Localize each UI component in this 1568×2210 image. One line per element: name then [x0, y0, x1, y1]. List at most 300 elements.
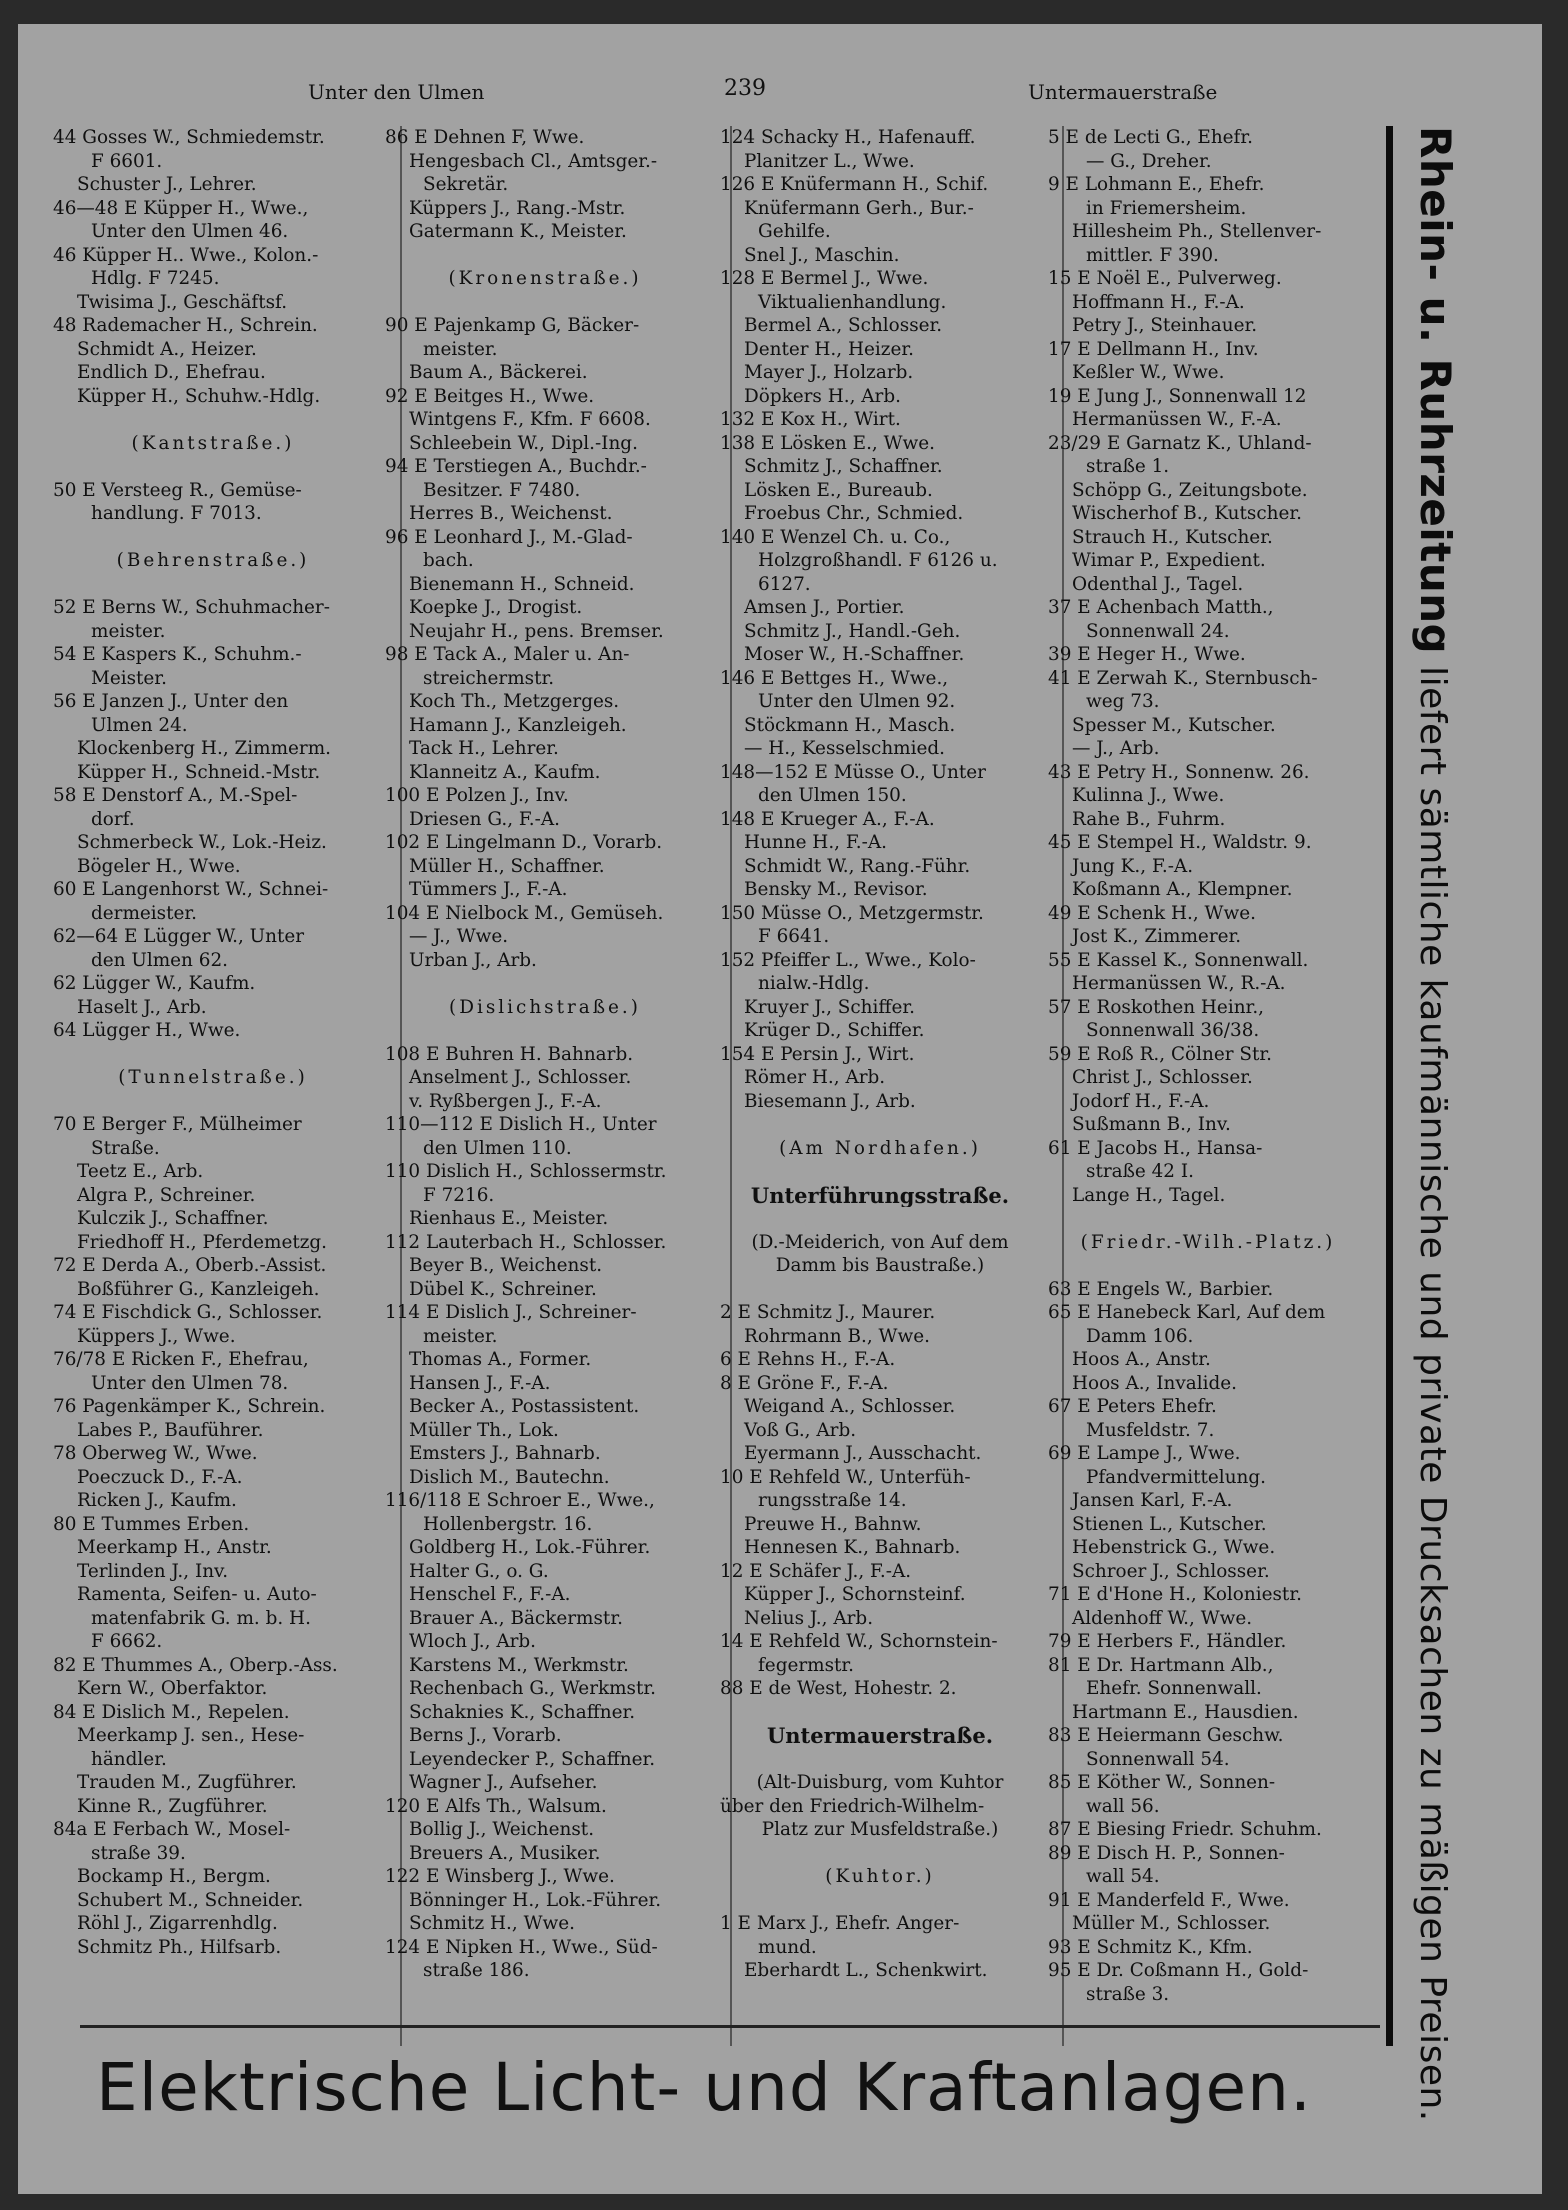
directory-line [720, 1701, 1040, 1725]
directory-line: matenfabrik G. m. b. H. [91, 1607, 311, 1629]
directory-line: 92 E Beitges H., Wwe. [385, 385, 595, 407]
directory-line: Wintgens F., Kfm. F 6608. [409, 409, 651, 430]
directory-line: F 6662. [91, 1631, 163, 1652]
directory-line: 122 E Winsberg J., Wwe. [385, 1866, 615, 1887]
directory-line: Moser W., H.-Schaffner. [744, 644, 965, 665]
directory-line: Twisima J., Geschäftsf. [77, 291, 288, 313]
directory-line: 10 E Rehfeld W., Unterfüh- [720, 1466, 971, 1488]
directory-line: — J., Arb. [1072, 738, 1160, 759]
directory-line: Damm 106. [1086, 1325, 1194, 1347]
directory-line: Viktualienhandlung. [758, 291, 947, 313]
directory-line: Preuwe H., Bahnw. [744, 1513, 922, 1535]
directory-line: Thomas A., Former. [409, 1349, 592, 1370]
directory-line: Ulmen 24. [91, 714, 188, 736]
directory-line: Friedhoff H., Pferdemetzg. [77, 1231, 328, 1253]
directory-line: Hebenstrick G., Wwe. [1072, 1537, 1276, 1558]
directory-line: Kern W., Oberfaktor. [77, 1678, 268, 1699]
directory-line [720, 1842, 1040, 1866]
directory-line: 132 E Kox H., Wirt. [720, 409, 901, 430]
directory-line: Tack H., Lehrer. [409, 738, 559, 759]
directory-line: Schubert M., Schneider. [77, 1889, 304, 1911]
directory-line [385, 972, 705, 996]
directory-line: Sekretär. [423, 174, 509, 195]
directory-line: Hengesbach Cl., Amtsger.- [409, 150, 658, 172]
directory-line: 150 Müsse O., Metzgermstr. [720, 902, 984, 924]
directory-line: F 7216. [423, 1184, 495, 1206]
directory-line: 65 E Hanebeck Karl, Auf dem [1048, 1302, 1326, 1323]
directory-line: 88 E de West, Hohestr. 2. [720, 1678, 957, 1699]
directory-line: 76/78 E Ricken F., Ehefrau, [53, 1349, 309, 1370]
directory-line: meister. [423, 1325, 498, 1347]
header-left: Unter den Ulmen [308, 80, 485, 104]
directory-line: Bollig J., Weichenst. [409, 1819, 595, 1840]
directory-line: Römer H., Arb. [744, 1067, 886, 1088]
directory-line: Odenthal J., Tagel. [1072, 573, 1244, 595]
directory-line [53, 1043, 373, 1067]
directory-line: (Kuhtor.) [825, 1866, 935, 1887]
directory-line: 96 E Leonhard J., M.-Glad- [385, 526, 633, 548]
directory-line: Ricken J., Kaufm. [77, 1490, 237, 1511]
directory-line: 108 E Buhren H. Bahnarb. [385, 1043, 634, 1065]
directory-line: 91 E Manderfeld F., Wwe. [1048, 1889, 1290, 1911]
directory-line: Küppers J., Wwe. [77, 1325, 236, 1347]
directory-line: Stienen L., Kutscher. [1072, 1513, 1267, 1535]
directory-line: Schmidt W., Rang.-Führ. [744, 855, 971, 877]
directory-line: Karstens M., Werkmstr. [409, 1654, 629, 1676]
directory-line: Schöpp G., Zeitungsbote. [1072, 479, 1308, 501]
directory-line: 80 E Tummes Erben. [53, 1513, 250, 1535]
directory-line: 84 E Dislich M., Repelen. [53, 1701, 290, 1723]
directory-line [720, 1889, 1040, 1913]
directory-line: Platz zur Musfeldstraße.) [761, 1819, 999, 1840]
directory-line: Becker A., Postassistent. [409, 1396, 640, 1417]
directory-line: — J., Wwe. [409, 926, 509, 947]
directory-line: Hermanüssen W., F.-A. [1072, 409, 1282, 430]
directory-line: 12 E Schäfer J., F.-A. [720, 1560, 912, 1582]
directory-line: Küppers J., Rang.-Mstr. [409, 197, 626, 219]
directory-line: mund. [758, 1936, 817, 1958]
directory-line: 78 Oberweg W., Wwe. [53, 1443, 258, 1464]
directory-line: Jost K., Zimmerer. [1072, 926, 1242, 947]
directory-line: Anselment J., Schlosser. [409, 1067, 632, 1088]
directory-line: Klanneitz A., Kaufm. [409, 761, 601, 783]
directory-line: — H., Kesselschmied. [744, 738, 945, 759]
directory-line: 19 E Jung J., Sonnenwall 12 [1048, 385, 1307, 407]
side-ad-text [1399, 126, 1471, 2122]
side-ad-title: Rhein- u. Ruhrzeitung [1411, 126, 1460, 655]
directory-line: Labes P., Bauführer. [77, 1419, 264, 1441]
directory-line: 39 E Heger H., Wwe. [1048, 644, 1246, 665]
directory-line: 61 E Jacobs H., Hansa- [1048, 1137, 1263, 1159]
directory-line: 5 E de Lecti G., Ehefr. [1048, 127, 1253, 148]
directory-line: Knüfermann Gerh., Bur.- [744, 197, 974, 219]
directory-line [53, 455, 373, 479]
directory-line: Biesemann J., Arb. [744, 1090, 916, 1112]
directory-line: Sußmann B., Inv. [1072, 1114, 1231, 1135]
directory-line: fegermstr. [758, 1654, 855, 1676]
directory-line: Hansen J., F.-A. [409, 1372, 551, 1394]
directory-line: Strauch H., Kutscher. [1072, 526, 1273, 548]
directory-line: 114 E Dislich J., Schreiner- [385, 1302, 637, 1323]
directory-line: 2 E Schmitz J., Maurer. [720, 1302, 936, 1323]
directory-line: Krüger D., Schiffer. [744, 1020, 925, 1041]
directory-line: mittler. F 390. [1086, 244, 1219, 266]
directory-line: 124 E Nipken H., Wwe., Süd- [385, 1936, 658, 1958]
directory-line: 128 E Bermel J., Wwe. [720, 268, 929, 289]
directory-line: Eberhardt L., Schenkwirt. [744, 1960, 988, 1981]
directory-line: Röhl J., Zigarrenhdlg. [77, 1913, 278, 1934]
directory-line [53, 526, 373, 550]
directory-line: Urban J., Arb. [409, 949, 537, 971]
directory-line: Gehilfe. [758, 221, 831, 242]
directory-line: 120 E Alfs Th., Walsum. [385, 1795, 607, 1817]
directory-line: 54 E Kaspers K., Schuhm.- [53, 644, 302, 665]
directory-line: 146 E Bettges H., Wwe., [720, 667, 949, 689]
directory-line: 23/29 E Garnatz K., Uhland- [1048, 432, 1312, 454]
directory-line: Sonnenwall 24. [1086, 620, 1230, 642]
directory-line: 55 E Kassel K., Sonnenwall. [1048, 949, 1309, 971]
directory-line: 82 E Thummes A., Oberp.-Ass. [53, 1654, 338, 1676]
directory-line: Teetz E., Arb. [77, 1161, 204, 1182]
directory-line: dermeister. [91, 902, 197, 924]
directory-line: streichermstr. [423, 667, 555, 689]
directory-line: Küpper H., Schuhw.-Hdlg. [77, 385, 321, 407]
directory-line: Küpper J., Schornsteinf. [744, 1584, 966, 1605]
directory-line: 93 E Schmitz K., Kfm. [1048, 1936, 1253, 1958]
directory-line: straße 3. [1086, 1983, 1170, 2005]
directory-line: 124 Schacky H., Hafenauff. [720, 127, 976, 148]
directory-line: Bönninger H., Lok.-Führer. [409, 1889, 662, 1911]
directory-line: Denter H., Heizer. [744, 338, 914, 360]
directory-line: Schmidt A., Heizer. [77, 338, 257, 360]
directory-line: Unter den Ulmen 92. [758, 691, 956, 712]
directory-line: Lange H., Tagel. [1072, 1184, 1226, 1206]
directory-line: Algra P., Schreiner. [77, 1184, 256, 1206]
directory-line: Kruyer J., Schiffer. [744, 996, 915, 1018]
directory-line: 60 E Langenhorst W., Schnei- [53, 879, 329, 900]
directory-line: handlung. F 7013. [91, 503, 262, 524]
directory-line: 100 E Polzen J., Inv. [385, 785, 569, 806]
directory-line: Snel J., Maschin. [744, 244, 900, 266]
directory-line: 69 E Lampe J., Wwe. [1048, 1443, 1241, 1464]
directory-line: meister. [91, 620, 166, 642]
directory-line [385, 1019, 705, 1043]
directory-line [53, 1090, 373, 1114]
directory-line: Gatermann K., Meister. [409, 221, 627, 242]
directory-line [385, 244, 705, 268]
column-3 [720, 126, 1040, 1983]
directory-line: Meerkamp J. sen., Hese- [77, 1725, 305, 1746]
directory-line: nialw.-Hdlg. [758, 973, 870, 994]
directory-line: 9 E Lohmann E., Ehefr. [1048, 174, 1265, 195]
directory-line: Hamann J., Kanzleigeh. [409, 714, 627, 736]
directory-line: (D.-Meiderich, von Auf dem [751, 1231, 1009, 1253]
directory-line: 8 E Gröne F., F.-A. [720, 1372, 889, 1394]
directory-line: Terlinden J., Inv. [77, 1560, 229, 1582]
directory-line: 43 E Petry H., Sonnenw. 26. [1048, 761, 1310, 783]
directory-line: rungsstraße 14. [758, 1490, 907, 1511]
directory-line: (Alt-Duisburg, vom Kuhtor [756, 1772, 1004, 1793]
directory-line: Emsters J., Bahnarb. [409, 1443, 601, 1464]
directory-line: den Ulmen 62. [91, 949, 228, 971]
directory-line: Trauden M., Zugführer. [77, 1772, 297, 1793]
directory-line: Schmitz J., Handl.-Geh. [744, 620, 961, 642]
directory-line: straße 39. [91, 1842, 186, 1864]
directory-line [53, 573, 373, 597]
directory-line: 148—152 E Müsse O., Unter [720, 761, 986, 783]
directory-line: 98 E Tack A., Maler u. An- [385, 644, 630, 665]
directory-line: 48 Rademacher H., Schrein. [53, 315, 318, 336]
directory-line: 49 E Schenk H., Wwe. [1048, 902, 1256, 924]
directory-line: Aldenhoff W., Wwe. [1072, 1607, 1253, 1629]
directory-line: 41 E Zerwah K., Sternbusch- [1048, 667, 1318, 689]
directory-line: Döpkers H., Arb. [744, 385, 901, 407]
directory-line: händler. [91, 1748, 167, 1770]
directory-line: Holzgroßhandl. F 6126 u. [758, 550, 998, 571]
directory-line: (Am Nordhafen.) [779, 1137, 981, 1159]
directory-line: (Kantstraße.) [131, 432, 295, 454]
directory-line: Herres B., Weichenst. [409, 503, 613, 524]
directory-line: Dübel K., Schreiner. [409, 1278, 597, 1300]
directory-line: Tümmers J., F.-A. [409, 879, 568, 900]
directory-line: Brauer A., Bäckermstr. [409, 1607, 623, 1629]
directory-line: Breuers A., Musiker. [409, 1842, 601, 1864]
page-header [58, 62, 1378, 112]
directory-line: Nelius J., Arb. [744, 1607, 874, 1629]
directory-line: 79 E Herbers F., Händler. [1048, 1631, 1287, 1652]
directory-line: Jansen Karl, F.-A. [1072, 1490, 1233, 1511]
directory-line: 62 Lügger W., Kaufm. [53, 973, 256, 994]
directory-line: straße 1. [1086, 456, 1170, 477]
directory-line: (Behrenstraße.) [116, 550, 310, 571]
directory-line [1048, 1207, 1368, 1231]
directory-line: wall 54. [1086, 1866, 1160, 1887]
directory-line: Spesser M., Kutscher. [1072, 714, 1276, 736]
directory-line: 148 E Krueger A., F.-A. [720, 808, 935, 830]
directory-line: Müller H., Schaffner. [409, 855, 605, 877]
directory-line: Boßführer G., Kanzleigeh. [77, 1278, 320, 1300]
directory-line: 70 E Berger F., Mülheimer [53, 1114, 302, 1135]
directory-line: 56 E Janzen J., Unter den [53, 691, 289, 712]
directory-line: Wagner J., Aufseher. [409, 1772, 598, 1793]
directory-line: Goldberg H., Lok.-Führer. [409, 1537, 651, 1558]
directory-line: 154 E Persin J., Wirt. [720, 1043, 915, 1065]
directory-line: Beyer B., Weichenst. [409, 1255, 603, 1276]
directory-line: F 6641. [758, 926, 830, 947]
side-ad-body: liefert sämtliche kaufmännische und private Drucksachen zu mäßigen Preisen. [1412, 654, 1453, 2122]
directory-line: 138 E Lösken E., Wwe. [720, 432, 935, 454]
directory-line: Endlich D., Ehefrau. [77, 362, 266, 383]
directory-line: Rahe B., Fuhrm. [1072, 808, 1226, 830]
directory-line: Meister. [91, 667, 167, 689]
directory-line: 126 E Knüfermann H., Schif. [720, 174, 989, 195]
directory-line: Henschel F., F.-A. [409, 1584, 571, 1605]
directory-line: Meerkamp H., Anstr. [77, 1537, 272, 1558]
directory-line: 59 E Roß R., Cölner Str. [1048, 1043, 1272, 1065]
directory-line: 45 E Stempel H., Waldstr. 9. [1048, 832, 1312, 853]
directory-line: 140 E Wenzel Ch. u. Co., [720, 526, 951, 548]
directory-line [720, 1207, 1040, 1231]
directory-line: Wimar P., Expedient. [1072, 550, 1266, 571]
page-number: 239 [724, 76, 766, 101]
directory-line: Hartmann E., Hausdien. [1072, 1701, 1299, 1723]
directory-line: 116/118 E Schroer E., Wwe., [385, 1490, 655, 1511]
directory-line: bach. [423, 550, 474, 571]
directory-line: 50 E Versteeg R., Gemüse- [53, 479, 302, 501]
directory-line [720, 1113, 1040, 1137]
directory-line: Hillesheim Ph., Stellenver- [1072, 221, 1322, 242]
directory-line: Planitzer L., Wwe. [744, 150, 915, 172]
directory-line: 58 E Denstorf A., M.-Spel- [53, 785, 298, 806]
directory-line: Rohrmann B., Wwe. [744, 1325, 930, 1347]
directory-line: Mayer J., Holzarb. [744, 362, 914, 383]
directory-line: Haselt J., Arb. [77, 996, 207, 1018]
directory-line: Müller M., Schlosser. [1072, 1913, 1271, 1934]
directory-line: 110—112 E Dislich H., Unter [385, 1114, 657, 1135]
directory-line: straße 186. [423, 1960, 530, 1981]
directory-line: Kinne R., Zugführer. [77, 1795, 268, 1817]
directory-line: Sonnenwall 36/38. [1086, 1020, 1260, 1041]
directory-line: Jung K., F.-A. [1072, 855, 1194, 877]
directory-line: dorf. [91, 808, 135, 830]
directory-line: 94 E Terstiegen A., Buchdr.- [385, 456, 647, 477]
directory-line: Leyendecker P., Schaffner. [409, 1748, 656, 1770]
directory-line: 87 E Biesing Friedr. Schuhm. [1048, 1819, 1322, 1840]
directory-line: 85 E Köther W., Sonnen- [1048, 1772, 1276, 1793]
directory-line: Hoos A., Invalide. [1072, 1372, 1238, 1394]
directory-line: Amsen J., Portier. [744, 597, 905, 618]
directory-line: Ehefr. Sonnenwall. [1086, 1678, 1262, 1699]
directory-line: 112 Lauterbach H., Schlosser. [385, 1231, 667, 1253]
directory-line: Berns J., Vorarb. [409, 1725, 562, 1746]
directory-line: Dislich M., Bautechn. [409, 1466, 610, 1488]
directory-line: 83 E Heiermann Geschw. [1048, 1725, 1284, 1746]
directory-line: Schaknies K., Schaffner. [409, 1701, 636, 1723]
directory-line: (Dislichstraße.) [449, 996, 641, 1018]
directory-line: Schmitz J., Schaffner. [744, 456, 943, 477]
directory-line: Bockamp H., Bergm. [77, 1866, 271, 1887]
directory-line: Bienemann H., Schneid. [409, 573, 635, 595]
footer-rule [80, 2025, 1380, 2028]
directory-line: Hunne H., F.-A. [744, 832, 887, 853]
directory-line: Stöckmann H., Masch. [744, 714, 956, 736]
directory-line: wall 56. [1086, 1795, 1160, 1817]
directory-line: Straße. [91, 1137, 160, 1159]
directory-line: Eyermann J., Ausschacht. [744, 1443, 982, 1464]
side-advertisement [1386, 126, 1465, 2122]
directory-line: 6127. [758, 573, 811, 595]
directory-line: 63 E Engels W., Barbier. [1048, 1278, 1274, 1300]
directory-line: Schleebein W., Dipl.-Ing. [409, 432, 638, 454]
directory-line: Schuster J., Lehrer. [77, 174, 257, 195]
directory-line: 81 E Dr. Hartmann Alb., [1048, 1654, 1274, 1676]
directory-line: Baum A., Bäckerei. [409, 362, 588, 383]
directory-line: 1 E Marx J., Ehefr. Anger- [720, 1913, 960, 1934]
directory-line: weg 73. [1086, 691, 1160, 712]
footer-advertisement: Elektrische Licht- und Kraftanlagen. [96, 2049, 1312, 2126]
directory-line: über den Friedrich-Wilhelm- [720, 1795, 985, 1817]
directory-line: Petry J., Steinhauer. [1072, 315, 1258, 336]
directory-line: Koepke J., Drogist. [409, 597, 583, 618]
directory-line: 74 E Fischdick G., Schlosser. [53, 1302, 323, 1323]
directory-line: Poeczuck D., F.-A. [77, 1466, 243, 1488]
directory-line: Bögeler H., Wwe. [77, 855, 241, 877]
directory-line: Froebus Chr., Schmied. [744, 503, 964, 524]
directory-line: Wloch J., Arb. [409, 1631, 537, 1652]
directory-line: 110 Dislich H., Schlossermstr. [385, 1161, 667, 1182]
directory-line: 52 E Berns W., Schuhmacher- [53, 597, 330, 618]
directory-line: Hollenbergstr. 16. [423, 1513, 593, 1535]
directory-line: 76 Pagenkämper K., Schrein. [53, 1396, 326, 1417]
directory-line [720, 1748, 1040, 1772]
directory-line: 57 E Roskothen Heinr., [1048, 996, 1265, 1018]
directory-line: 86 E Dehnen F, Wwe. [385, 127, 585, 148]
directory-line: Besitzer. F 7480. [423, 479, 581, 501]
directory-line: Lösken E., Bureaub. [744, 479, 933, 501]
header-right: Untermauerstraße [1028, 80, 1218, 104]
directory-line: Bermel A., Schlosser. [744, 315, 943, 336]
directory-line: Halter G., o. G. [409, 1560, 549, 1582]
directory-line [1048, 1254, 1368, 1278]
directory-line: meister. [423, 338, 498, 360]
directory-line: Driesen G., F.-A. [409, 808, 560, 830]
directory-line: 15 E Noël E., Pulverweg. [1048, 268, 1282, 289]
directory-line: 37 E Achenbach Matth., [1048, 597, 1274, 618]
directory-line: Weigand A., Schlosser. [744, 1396, 956, 1417]
directory-line: 152 Pfeiffer L., Wwe., Kolo- [720, 949, 976, 971]
directory-line: 104 E Nielbock M., Gemüseh. [385, 902, 664, 924]
directory-line: Voß G., Arb. [744, 1419, 857, 1441]
directory-line: 72 E Derda A., Oberb.-Assist. [53, 1255, 327, 1276]
directory-line [385, 291, 705, 315]
directory-line: Unter den Ulmen 46. [91, 221, 289, 242]
directory-line: Kulczik J., Schaffner. [77, 1208, 269, 1229]
column-2 [385, 126, 705, 1983]
directory-line [720, 1278, 1040, 1302]
column-4 [1048, 126, 1368, 2006]
column-1 [53, 126, 373, 1959]
directory-line: Schmitz H., Wwe. [409, 1913, 575, 1934]
directory-line: Rechenbach G., Werkmstr. [409, 1678, 657, 1699]
directory-line: 90 E Pajenkamp G, Bäcker- [385, 315, 640, 336]
directory-line [53, 408, 373, 432]
directory-line: Hdlg. F 7245. [91, 268, 220, 289]
directory-line: Hoffmann H., F.-A. [1072, 291, 1245, 313]
directory-line: Sonnenwall 54. [1086, 1748, 1230, 1770]
directory-line: F 6601. [91, 150, 163, 172]
directory-line: straße 42 I. [1086, 1161, 1194, 1182]
directory-line: (Kronenstraße.) [448, 268, 642, 289]
directory-line: 67 E Peters Ehefr. [1048, 1396, 1217, 1417]
directory-line: Bensky M., Revisor. [744, 879, 928, 900]
directory-line: Klockenberg H., Zimmerm. [77, 738, 332, 759]
directory-line: Schmerbeck W., Lok.-Heiz. [77, 832, 327, 853]
directory-line: 84a E Ferbach W., Mosel- [53, 1819, 291, 1840]
directory-line: in Friemersheim. [1086, 197, 1247, 219]
directory-line: Damm bis Baustraße.) [775, 1255, 985, 1276]
directory-line: Hermanüssen W., R.-A. [1072, 973, 1286, 994]
directory-line: den Ulmen 110. [423, 1137, 572, 1159]
directory-line: 89 E Disch H. P., Sonnen- [1048, 1842, 1285, 1864]
directory-line: Christ J., Schlosser. [1072, 1067, 1253, 1088]
directory-line: Hoos A., Anstr. [1072, 1349, 1211, 1370]
directory-line: 46—48 E Küpper H., Wwe., [53, 197, 309, 219]
directory-line: 46 Küpper H.. Wwe., Kolon.- [53, 244, 319, 266]
directory-line: 64 Lügger H., Wwe. [53, 1020, 241, 1041]
directory-line: (Friedr.-Wilh.-Platz.) [1080, 1231, 1336, 1253]
directory-line: Koch Th., Metzgerges. [409, 691, 620, 712]
directory-line: Wischerhof B., Kutscher. [1072, 503, 1302, 524]
